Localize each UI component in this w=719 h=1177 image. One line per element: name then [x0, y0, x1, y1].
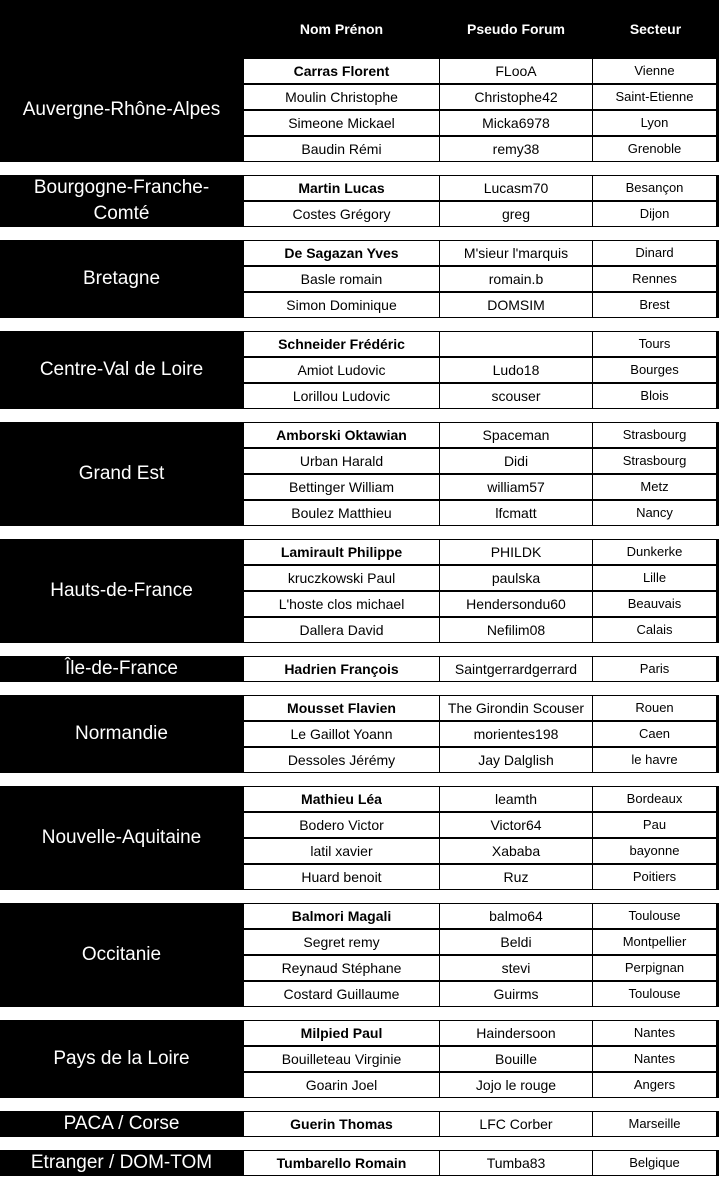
member-name-cell: Balmori Magali	[244, 904, 439, 928]
region-table	[243, 1020, 719, 1098]
pseudo-cell: Guirms	[440, 982, 592, 1006]
table-row	[243, 812, 719, 838]
table-row	[243, 500, 719, 526]
table-row	[243, 357, 719, 383]
table-row	[243, 1020, 719, 1046]
pseudo-cell: PHILDK	[440, 540, 592, 564]
secteur-cell: Dinard	[593, 241, 716, 265]
pseudo-cell: LFC Corber	[440, 1112, 592, 1136]
member-name-cell: Carras Florent	[244, 59, 439, 83]
table-row	[243, 331, 719, 357]
member-name-cell: Martin Lucas	[244, 176, 439, 200]
table-row	[243, 838, 719, 864]
member-name-cell: kruczkowski Paul	[244, 566, 439, 590]
table-row	[243, 617, 719, 643]
region-group	[0, 786, 719, 890]
pseudo-cell: Tumba83	[440, 1151, 592, 1175]
member-name-cell: latil xavier	[244, 839, 439, 863]
table-header	[0, 0, 719, 58]
table-row	[243, 695, 719, 721]
secteur-cell: Tours	[593, 332, 716, 356]
pseudo-cell: Haindersoon	[440, 1021, 592, 1045]
secteur-cell: Belgique	[593, 1151, 716, 1175]
region-label: Nouvelle-Aquitaine	[0, 786, 243, 890]
secteur-cell: Grenoble	[593, 137, 716, 161]
region-label: Centre-Val de Loire	[0, 331, 243, 409]
table-row	[243, 903, 719, 929]
member-name-cell: Moulin Christophe	[244, 85, 439, 109]
pseudo-cell	[440, 332, 592, 356]
table-row	[243, 292, 719, 318]
member-name-cell: Mousset Flavien	[244, 696, 439, 720]
secteur-cell: Rennes	[593, 267, 716, 291]
region-table	[243, 422, 719, 526]
pseudo-cell: Nefilim08	[440, 618, 592, 642]
member-name-cell: Lorillou Ludovic	[244, 384, 439, 408]
secteur-cell: Besançon	[593, 176, 716, 200]
member-name-cell: Amborski Oktawian	[244, 423, 439, 447]
secteur-cell: Calais	[593, 618, 716, 642]
member-name-cell: Lamirault Philippe	[244, 540, 439, 564]
secteur-cell: Dunkerke	[593, 540, 716, 564]
secteur-cell: Bourges	[593, 358, 716, 382]
member-name-cell: De Sagazan Yves	[244, 241, 439, 265]
member-name-cell: Bodero Victor	[244, 813, 439, 837]
table-row	[243, 929, 719, 955]
region-label: Auvergne-Rhône-Alpes	[0, 58, 243, 162]
secteur-cell: Lyon	[593, 111, 716, 135]
region-group	[0, 1020, 719, 1098]
table-row	[243, 201, 719, 227]
region-label: Normandie	[0, 695, 243, 773]
region-table	[243, 331, 719, 409]
member-name-cell: Guerin Thomas	[244, 1112, 439, 1136]
pseudo-cell: william57	[440, 475, 592, 499]
pseudo-cell: Ludo18	[440, 358, 592, 382]
member-name-cell: Urban Harald	[244, 449, 439, 473]
member-name-cell: Basle romain	[244, 267, 439, 291]
table-row	[243, 591, 719, 617]
pseudo-cell: Beldi	[440, 930, 592, 954]
pseudo-cell: Spaceman	[440, 423, 592, 447]
pseudo-cell: Didi	[440, 449, 592, 473]
pseudo-cell: morientes198	[440, 722, 592, 746]
pseudo-cell: Ruz	[440, 865, 592, 889]
table-row	[243, 656, 719, 682]
region-table	[243, 539, 719, 643]
region-table	[243, 58, 719, 162]
table-row	[243, 422, 719, 448]
pseudo-cell: DOMSIM	[440, 293, 592, 317]
region-label: Etranger / DOM-TOM	[0, 1150, 243, 1176]
secteur-cell: Pau	[593, 813, 716, 837]
pseudo-cell: Victor64	[440, 813, 592, 837]
region-table	[243, 1111, 719, 1137]
pseudo-cell: leamth	[440, 787, 592, 811]
member-name-cell: Simon Dominique	[244, 293, 439, 317]
member-name-cell: Segret remy	[244, 930, 439, 954]
secteur-cell: Angers	[593, 1073, 716, 1097]
pseudo-cell: Bouille	[440, 1047, 592, 1071]
pseudo-cell: Lucasm70	[440, 176, 592, 200]
member-name-cell: Dessoles Jérémy	[244, 748, 439, 772]
pseudo-cell: Micka6978	[440, 111, 592, 135]
secteur-cell: Metz	[593, 475, 716, 499]
region-table	[243, 1150, 719, 1176]
region-group	[0, 175, 719, 227]
pseudo-cell: Saintgerrardgerrard	[440, 657, 592, 681]
pseudo-cell: paulska	[440, 566, 592, 590]
secteur-cell: Poitiers	[593, 865, 716, 889]
table-row	[243, 110, 719, 136]
table-row	[243, 474, 719, 500]
member-name-cell: Reynaud Stéphane	[244, 956, 439, 980]
table-row	[243, 864, 719, 890]
secteur-cell: Toulouse	[593, 904, 716, 928]
member-name-cell: Tumbarello Romain	[244, 1151, 439, 1175]
secteur-cell: bayonne	[593, 839, 716, 863]
table-row	[243, 448, 719, 474]
pseudo-cell: balmo64	[440, 904, 592, 928]
table-row	[243, 747, 719, 773]
region-group	[0, 58, 719, 162]
region-group	[0, 422, 719, 526]
member-name-cell: Huard benoit	[244, 865, 439, 889]
member-name-cell: Costard Guillaume	[244, 982, 439, 1006]
table-row	[243, 981, 719, 1007]
region-table	[243, 903, 719, 1007]
pseudo-cell: greg	[440, 202, 592, 226]
table-row	[243, 1111, 719, 1137]
secteur-cell: Nantes	[593, 1047, 716, 1071]
header-name: Nom Prénon	[299, 21, 384, 37]
region-label: PACA / Corse	[0, 1111, 243, 1137]
secteur-cell: Bordeaux	[593, 787, 716, 811]
pseudo-cell: lfcmatt	[440, 501, 592, 525]
member-name-cell: Milpied Paul	[244, 1021, 439, 1045]
table-row	[243, 240, 719, 266]
table-row	[243, 1046, 719, 1072]
member-name-cell: Boulez Matthieu	[244, 501, 439, 525]
member-name-cell: L'hoste clos michael	[244, 592, 439, 616]
pseudo-cell: The Girondin Scouser	[440, 696, 592, 720]
secteur-cell: Dijon	[593, 202, 716, 226]
table-row	[243, 84, 719, 110]
member-name-cell: Baudin Rémi	[244, 137, 439, 161]
pseudo-cell: FLooA	[440, 59, 592, 83]
member-name-cell: Schneider Frédéric	[244, 332, 439, 356]
secteur-cell: Strasbourg	[593, 449, 716, 473]
region-group	[0, 1111, 719, 1137]
secteur-cell: le havre	[593, 748, 716, 772]
region-group	[0, 240, 719, 318]
secteur-cell: Rouen	[593, 696, 716, 720]
region-group	[0, 539, 719, 643]
region-label: Bretagne	[0, 240, 243, 318]
region-label: Hauts-de-France	[0, 539, 243, 643]
region-group	[0, 656, 719, 682]
table-row	[243, 786, 719, 812]
header-pseudo: Pseudo Forum	[466, 21, 565, 37]
region-table	[243, 240, 719, 318]
member-name-cell: Mathieu Léa	[244, 787, 439, 811]
region-group	[0, 903, 719, 1007]
secteur-cell: Nantes	[593, 1021, 716, 1045]
pseudo-cell: M'sieur l'marquis	[440, 241, 592, 265]
table-row	[243, 539, 719, 565]
table-row	[243, 955, 719, 981]
region-group	[0, 1150, 719, 1176]
member-name-cell: Le Gaillot Yoann	[244, 722, 439, 746]
region-label: Occitanie	[0, 903, 243, 1007]
pseudo-cell: Jay Dalglish	[440, 748, 592, 772]
secteur-cell: Brest	[593, 293, 716, 317]
member-name-cell: Goarin Joel	[244, 1073, 439, 1097]
secteur-cell: Nancy	[593, 501, 716, 525]
region-table	[243, 656, 719, 682]
secteur-cell: Marseille	[593, 1112, 716, 1136]
pseudo-cell: stevi	[440, 956, 592, 980]
member-name-cell: Hadrien François	[244, 657, 439, 681]
secteur-cell: Toulouse	[593, 982, 716, 1006]
secteur-cell: Beauvais	[593, 592, 716, 616]
region-label: Île-de-France	[0, 656, 243, 682]
secteur-cell: Lille	[593, 566, 716, 590]
table-row	[243, 266, 719, 292]
member-name-cell: Simeone Mickael	[244, 111, 439, 135]
secteur-cell: Montpellier	[593, 930, 716, 954]
pseudo-cell: scouser	[440, 384, 592, 408]
member-name-cell: Bettinger William	[244, 475, 439, 499]
pseudo-cell: romain.b	[440, 267, 592, 291]
region-table	[243, 175, 719, 227]
member-name-cell: Amiot Ludovic	[244, 358, 439, 382]
region-label: Grand Est	[0, 422, 243, 526]
table-row	[243, 721, 719, 747]
table-row	[243, 58, 719, 84]
table-row	[243, 175, 719, 201]
region-table	[243, 695, 719, 773]
table-row	[243, 1072, 719, 1098]
secteur-cell: Strasbourg	[593, 423, 716, 447]
secteur-cell: Paris	[593, 657, 716, 681]
region-group	[0, 331, 719, 409]
header-secteur: Secteur	[629, 21, 682, 37]
table-row	[243, 1150, 719, 1176]
region-table	[243, 786, 719, 890]
member-name-cell: Costes Grégory	[244, 202, 439, 226]
secteur-cell: Perpignan	[593, 956, 716, 980]
secteur-cell: Caen	[593, 722, 716, 746]
table-row	[243, 136, 719, 162]
region-group	[0, 695, 719, 773]
region-label: Bourgogne-Franche-Comté	[0, 175, 243, 227]
pseudo-cell: Hendersondu60	[440, 592, 592, 616]
pseudo-cell: remy38	[440, 137, 592, 161]
table-row	[243, 383, 719, 409]
table-row	[243, 565, 719, 591]
region-label: Pays de la Loire	[0, 1020, 243, 1098]
secteur-cell: Saint-Etienne	[593, 85, 716, 109]
pseudo-cell: Xababa	[440, 839, 592, 863]
secteur-cell: Vienne	[593, 59, 716, 83]
pseudo-cell: Jojo le rouge	[440, 1073, 592, 1097]
member-name-cell: Bouilleteau Virginie	[244, 1047, 439, 1071]
secteur-cell: Blois	[593, 384, 716, 408]
pseudo-cell: Christophe42	[440, 85, 592, 109]
member-name-cell: Dallera David	[244, 618, 439, 642]
